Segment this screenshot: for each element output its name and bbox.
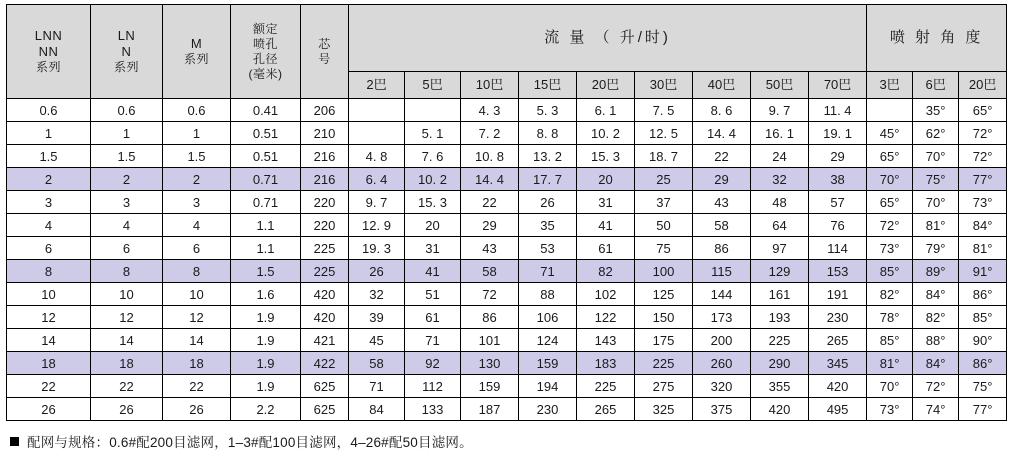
table-cell: 1: [7, 122, 91, 145]
table-cell: 1.9: [231, 329, 301, 352]
table-cell: 72: [461, 283, 519, 306]
table-cell: 0.6: [163, 99, 231, 122]
table-cell: 62°: [913, 122, 959, 145]
table-cell: 1.6: [231, 283, 301, 306]
table-cell: 115: [693, 260, 751, 283]
header-angle-6bar: 6巴: [913, 72, 959, 99]
table-cell: 77°: [959, 398, 1007, 421]
table-cell: 74°: [913, 398, 959, 421]
table-cell: 43: [461, 237, 519, 260]
table-cell: 14: [7, 329, 91, 352]
table-cell: 26: [349, 260, 405, 283]
table-row: [7, 398, 1007, 421]
table-cell: 82°: [867, 283, 913, 306]
table-cell: 22: [693, 145, 751, 168]
table-cell: 88: [519, 283, 577, 306]
table-cell: 193: [751, 306, 809, 329]
header-flow-10bar: 10巴: [461, 72, 519, 99]
table-cell: 0.71: [231, 191, 301, 214]
table-cell: 122: [577, 306, 635, 329]
table-cell: 225: [301, 237, 349, 260]
table-cell: 37: [635, 191, 693, 214]
table-cell: 84°: [913, 283, 959, 306]
table-cell: 91°: [959, 260, 1007, 283]
header-flow-15bar: 15巴: [519, 72, 577, 99]
table-cell: 3: [91, 191, 163, 214]
table-cell: 12. 9: [349, 214, 405, 237]
table-cell: 19. 3: [349, 237, 405, 260]
table-cell: 77°: [959, 168, 1007, 191]
table-cell: 3: [7, 191, 91, 214]
table-cell: 143: [577, 329, 635, 352]
table-row: [7, 306, 1007, 329]
table-row: [7, 237, 1007, 260]
header-m-series: M 系列: [163, 5, 231, 99]
table-cell: 8. 6: [693, 99, 751, 122]
table-cell: 495: [809, 398, 867, 421]
table-cell: 230: [809, 306, 867, 329]
table-cell: 45: [349, 329, 405, 352]
table-cell: 13. 2: [519, 145, 577, 168]
table-cell: 625: [301, 375, 349, 398]
table-cell: 420: [301, 283, 349, 306]
table-cell: 79°: [913, 237, 959, 260]
table-cell: 1.1: [231, 237, 301, 260]
table-cell: 18: [91, 352, 163, 375]
table-cell: 124: [519, 329, 577, 352]
table-cell: 29: [693, 168, 751, 191]
table-cell: 32: [751, 168, 809, 191]
footnote-text: 配网与规格：0.6#配200目滤网，1–3#配100目滤网，4–26#配50目滤网。: [27, 435, 473, 450]
table-cell: 25: [635, 168, 693, 191]
table-cell: 173: [693, 306, 751, 329]
table-cell: 26: [7, 398, 91, 421]
table-cell: 12: [163, 306, 231, 329]
table-row: [7, 99, 1007, 122]
table-cell: 22: [461, 191, 519, 214]
table-cell: 61: [405, 306, 461, 329]
table-cell: [349, 99, 405, 122]
table-cell: 5. 1: [405, 122, 461, 145]
table-cell: 86: [461, 306, 519, 329]
table-cell: 225: [751, 329, 809, 352]
table-cell: 75: [635, 237, 693, 260]
table-cell: 51: [405, 283, 461, 306]
table-cell: 86: [693, 237, 751, 260]
table-cell: 97: [751, 237, 809, 260]
table-cell: 81°: [867, 352, 913, 375]
header-core-number: 芯 号: [301, 5, 349, 99]
table-cell: 18: [7, 352, 91, 375]
table-cell: 39: [349, 306, 405, 329]
header-orifice-diameter: 额定 喷孔 孔径 (毫米): [231, 5, 301, 99]
table-cell: 17. 7: [519, 168, 577, 191]
table-row: [7, 375, 1007, 398]
table-cell: 191: [809, 283, 867, 306]
table-cell: 14. 4: [693, 122, 751, 145]
table-cell: 4. 3: [461, 99, 519, 122]
table-cell: 24: [751, 145, 809, 168]
header-lnnn-series: LNN NN 系列: [7, 5, 91, 99]
table-cell: 8: [163, 260, 231, 283]
table-cell: 72°: [959, 145, 1007, 168]
header-flow-2bar: 2巴: [349, 72, 405, 99]
table-cell: 129: [751, 260, 809, 283]
table-cell: 2.2: [231, 398, 301, 421]
table-cell: 216: [301, 145, 349, 168]
table-cell: 4: [7, 214, 91, 237]
table-cell: 82: [577, 260, 635, 283]
table-cell: 89°: [913, 260, 959, 283]
table-cell: 8: [91, 260, 163, 283]
table-cell: 106: [519, 306, 577, 329]
table-cell: 26: [163, 398, 231, 421]
table-cell: 10. 2: [405, 168, 461, 191]
header-flow-40bar: 40巴: [693, 72, 751, 99]
table-cell: 9. 7: [751, 99, 809, 122]
table-cell: 183: [577, 352, 635, 375]
table-cell: 53: [519, 237, 577, 260]
table-cell: 159: [461, 375, 519, 398]
table-cell: 101: [461, 329, 519, 352]
table-cell: 320: [693, 375, 751, 398]
table-cell: 114: [809, 237, 867, 260]
table-cell: 130: [461, 352, 519, 375]
table-cell: 9. 7: [349, 191, 405, 214]
table-cell: 14: [91, 329, 163, 352]
table-cell: 10: [7, 283, 91, 306]
table-row: [7, 168, 1007, 191]
table-cell: 35: [519, 214, 577, 237]
square-bullet-icon: [10, 437, 19, 446]
table-cell: 0.51: [231, 145, 301, 168]
table-cell: 18: [163, 352, 231, 375]
header-angle-20bar: 20巴: [959, 72, 1007, 99]
table-cell: 70°: [913, 145, 959, 168]
table-row: [7, 214, 1007, 237]
table-cell: 421: [301, 329, 349, 352]
table-cell: 70°: [867, 375, 913, 398]
table-cell: 230: [519, 398, 577, 421]
table-row: [7, 191, 1007, 214]
table-cell: 0.71: [231, 168, 301, 191]
table-cell: 20: [577, 168, 635, 191]
table-cell: 4. 8: [349, 145, 405, 168]
table-cell: 29: [461, 214, 519, 237]
table-cell: 420: [301, 306, 349, 329]
header-group-flow: 流 量 （ 升/时): [349, 5, 867, 72]
table-cell: 4: [91, 214, 163, 237]
table-cell: 0.6: [91, 99, 163, 122]
table-cell: 1: [163, 122, 231, 145]
table-cell: 0.6: [7, 99, 91, 122]
table-cell: 8: [7, 260, 91, 283]
table-cell: 355: [751, 375, 809, 398]
table-cell: 5. 3: [519, 99, 577, 122]
table-cell: 84°: [913, 352, 959, 375]
table-cell: 4: [163, 214, 231, 237]
table-cell: 7. 6: [405, 145, 461, 168]
table-cell: 14: [163, 329, 231, 352]
table-cell: 61: [577, 237, 635, 260]
table-cell: 260: [693, 352, 751, 375]
table-cell: 75°: [959, 375, 1007, 398]
table-cell: 625: [301, 398, 349, 421]
table-cell: 12: [91, 306, 163, 329]
table-cell: 100: [635, 260, 693, 283]
table-cell: 6. 1: [577, 99, 635, 122]
footnote: [6, 431, 1006, 451]
table-cell: 92: [405, 352, 461, 375]
table-cell: 216: [301, 168, 349, 191]
table-header: [7, 5, 1007, 99]
table-cell: 8. 8: [519, 122, 577, 145]
table-cell: 6: [91, 237, 163, 260]
header-flow-20bar: 20巴: [577, 72, 635, 99]
table-cell: 72°: [867, 214, 913, 237]
table-cell: [405, 99, 461, 122]
table-cell: 1.9: [231, 352, 301, 375]
table-cell: 1.1: [231, 214, 301, 237]
table-cell: 265: [809, 329, 867, 352]
table-cell: 22: [7, 375, 91, 398]
table-cell: 19. 1: [809, 122, 867, 145]
table-cell: 43: [693, 191, 751, 214]
table-cell: 1: [91, 122, 163, 145]
table-cell: 206: [301, 99, 349, 122]
table-body: [7, 99, 1007, 421]
table-cell: 73°: [867, 398, 913, 421]
table-cell: 58: [349, 352, 405, 375]
table-cell: 12: [7, 306, 91, 329]
table-cell: 57: [809, 191, 867, 214]
table-cell: 32: [349, 283, 405, 306]
header-flow-50bar: 50巴: [751, 72, 809, 99]
table-cell: 65°: [959, 99, 1007, 122]
nozzle-spec-table: [6, 4, 1007, 421]
table-cell: 26: [519, 191, 577, 214]
table-cell: 48: [751, 191, 809, 214]
table-row: [7, 122, 1007, 145]
table-cell: 20: [405, 214, 461, 237]
table-cell: 72°: [913, 375, 959, 398]
table-cell: 200: [693, 329, 751, 352]
table-cell: 290: [751, 352, 809, 375]
table-cell: 7. 2: [461, 122, 519, 145]
table-cell: 225: [301, 260, 349, 283]
table-row: [7, 145, 1007, 168]
header-angle-3bar: 3巴: [867, 72, 913, 99]
table-cell: 71: [519, 260, 577, 283]
table-cell: 50: [635, 214, 693, 237]
table-cell: 6: [7, 237, 91, 260]
table-cell: 125: [635, 283, 693, 306]
table-cell: 16. 1: [751, 122, 809, 145]
table-cell: 88°: [913, 329, 959, 352]
header-flow-70bar: 70巴: [809, 72, 867, 99]
table-cell: 72°: [959, 122, 1007, 145]
table-cell: 210: [301, 122, 349, 145]
table-cell: 29: [809, 145, 867, 168]
table-cell: 161: [751, 283, 809, 306]
table-cell: 0.51: [231, 122, 301, 145]
table-cell: 90°: [959, 329, 1007, 352]
table-cell: 325: [635, 398, 693, 421]
table-cell: 65°: [867, 145, 913, 168]
table-cell: 86°: [959, 283, 1007, 306]
table-cell: 41: [577, 214, 635, 237]
table-cell: 10: [163, 283, 231, 306]
table-cell: 0.41: [231, 99, 301, 122]
table-cell: 73°: [867, 237, 913, 260]
table-cell: 81°: [913, 214, 959, 237]
table-row: [7, 352, 1007, 375]
table-cell: 112: [405, 375, 461, 398]
table-cell: 2: [91, 168, 163, 191]
table-cell: 2: [7, 168, 91, 191]
table-cell: 375: [693, 398, 751, 421]
table-cell: 84: [349, 398, 405, 421]
table-cell: 12. 5: [635, 122, 693, 145]
table-cell: 70°: [913, 191, 959, 214]
table-cell: 76: [809, 214, 867, 237]
table-cell: 15. 3: [405, 191, 461, 214]
header-flow-30bar: 30巴: [635, 72, 693, 99]
table-cell: 153: [809, 260, 867, 283]
table-cell: 1.9: [231, 375, 301, 398]
table-cell: 1.9: [231, 306, 301, 329]
table-cell: 1.5: [7, 145, 91, 168]
table-cell: 6: [163, 237, 231, 260]
table-cell: 84°: [959, 214, 1007, 237]
table-cell: 345: [809, 352, 867, 375]
table-cell: 1.5: [163, 145, 231, 168]
table-cell: 85°: [959, 306, 1007, 329]
table-cell: 265: [577, 398, 635, 421]
table-cell: 14. 4: [461, 168, 519, 191]
table-cell: 58: [461, 260, 519, 283]
table-cell: 10. 2: [577, 122, 635, 145]
table-cell: 420: [751, 398, 809, 421]
table-cell: 22: [163, 375, 231, 398]
table-cell: 275: [635, 375, 693, 398]
table-cell: 194: [519, 375, 577, 398]
table-cell: 144: [693, 283, 751, 306]
table-cell: 10: [91, 283, 163, 306]
table-cell: 22: [91, 375, 163, 398]
table-cell: 7. 5: [635, 99, 693, 122]
table-cell: 71: [349, 375, 405, 398]
table-cell: 175: [635, 329, 693, 352]
table-cell: 10. 8: [461, 145, 519, 168]
table-cell: [349, 122, 405, 145]
table-cell: 70°: [867, 168, 913, 191]
table-cell: 187: [461, 398, 519, 421]
table-cell: 3: [163, 191, 231, 214]
table-cell: [867, 99, 913, 122]
table-cell: 73°: [959, 191, 1007, 214]
table-cell: 15. 3: [577, 145, 635, 168]
table-cell: 81°: [959, 237, 1007, 260]
table-cell: 58: [693, 214, 751, 237]
table-cell: 225: [635, 352, 693, 375]
table-cell: 220: [301, 191, 349, 214]
table-cell: 31: [405, 237, 461, 260]
table-cell: 85°: [867, 329, 913, 352]
table-cell: 82°: [913, 306, 959, 329]
table-cell: 18. 7: [635, 145, 693, 168]
table-cell: 78°: [867, 306, 913, 329]
table-cell: 102: [577, 283, 635, 306]
table-cell: 35°: [913, 99, 959, 122]
table-cell: 41: [405, 260, 461, 283]
table-cell: 65°: [867, 191, 913, 214]
table-cell: 225: [577, 375, 635, 398]
table-cell: 45°: [867, 122, 913, 145]
table-cell: 26: [91, 398, 163, 421]
table-cell: 159: [519, 352, 577, 375]
table-cell: 422: [301, 352, 349, 375]
header-lnn-series: LN N 系列: [91, 5, 163, 99]
table-cell: 220: [301, 214, 349, 237]
table-cell: 6. 4: [349, 168, 405, 191]
header-flow-5bar: 5巴: [405, 72, 461, 99]
table-cell: 420: [809, 375, 867, 398]
table-cell: 1.5: [231, 260, 301, 283]
header-group-angle: 喷 射 角 度: [867, 5, 1007, 72]
table-cell: 2: [163, 168, 231, 191]
table-row: [7, 329, 1007, 352]
table-cell: 86°: [959, 352, 1007, 375]
table-row: [7, 283, 1007, 306]
table-row: [7, 260, 1007, 283]
table-cell: 150: [635, 306, 693, 329]
table-cell: 1.5: [91, 145, 163, 168]
table-cell: 64: [751, 214, 809, 237]
header-row-groups: [7, 5, 1007, 72]
table-cell: 31: [577, 191, 635, 214]
table-cell: 75°: [913, 168, 959, 191]
table-cell: 133: [405, 398, 461, 421]
table-cell: 85°: [867, 260, 913, 283]
table-cell: 71: [405, 329, 461, 352]
table-cell: 38: [809, 168, 867, 191]
table-cell: 11. 4: [809, 99, 867, 122]
